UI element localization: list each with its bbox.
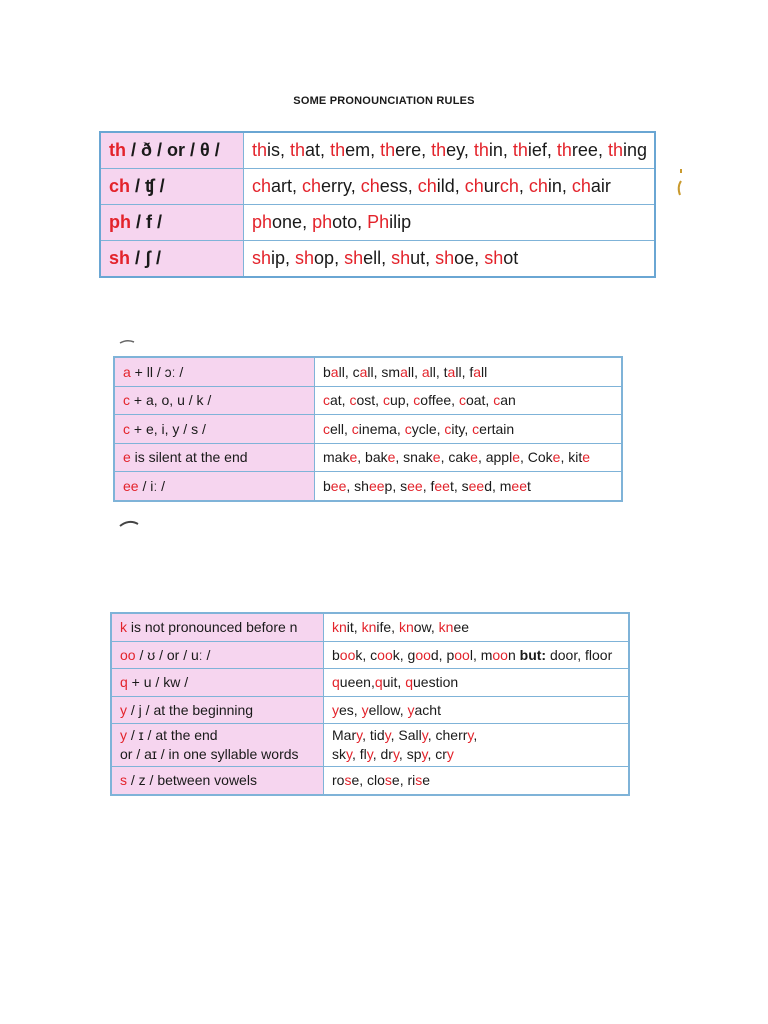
rule-highlight: k xyxy=(120,619,127,636)
example-text: ll, t xyxy=(429,363,448,380)
scan-artifact-left-mark xyxy=(117,518,141,528)
example-text: ertain xyxy=(479,420,515,437)
example-text: b xyxy=(323,477,331,494)
rule-text: / ʃ / xyxy=(130,248,162,268)
examples-cell xyxy=(324,724,630,767)
example-text: k, g xyxy=(392,646,416,663)
example-highlight: c xyxy=(382,392,390,409)
rule-text: + a, o, u / k / xyxy=(130,392,212,409)
example-highlight: c xyxy=(444,420,452,437)
example-text: e, clo xyxy=(351,772,385,789)
example-text: oto, xyxy=(332,212,368,232)
example-text: ey, xyxy=(446,140,474,160)
page-title: SOME PRONOUNCIATION RULES xyxy=(293,95,475,107)
example-text: ilip xyxy=(389,212,412,232)
example-highlight: e xyxy=(582,449,591,466)
table-row xyxy=(111,641,629,669)
example-text: , cak xyxy=(440,449,471,466)
example-text: ip, xyxy=(271,248,296,268)
rule-text: / ʧ / xyxy=(130,176,165,196)
rule-text: / f / xyxy=(131,212,162,232)
example-text: up, xyxy=(389,392,414,409)
example-text: ess, xyxy=(379,176,418,196)
examples-cell xyxy=(324,767,630,795)
examples-cell xyxy=(244,205,656,241)
example-highlight: y xyxy=(361,701,369,718)
example-highlight: ph xyxy=(252,212,273,232)
example-text: , xyxy=(518,176,529,196)
example-text: ur xyxy=(483,176,500,196)
example-text: ellow, xyxy=(368,701,408,718)
example-text: ife, xyxy=(376,619,399,636)
table-row xyxy=(111,767,629,795)
example-text: inema, xyxy=(358,420,405,437)
example-text: es, xyxy=(339,701,362,718)
rule-highlight: s xyxy=(120,772,127,789)
example-text: , sp xyxy=(398,746,422,762)
example-highlight: ee xyxy=(511,477,527,494)
rule-cell xyxy=(114,386,315,415)
example-text: ycle, xyxy=(411,420,445,437)
example-text: , kit xyxy=(560,449,583,466)
table-row xyxy=(111,724,629,767)
example-highlight: e xyxy=(512,449,520,466)
examples-cell xyxy=(315,415,623,444)
example-text: n xyxy=(507,646,520,663)
example-highlight: ee xyxy=(368,477,385,494)
examples-cell xyxy=(324,696,630,724)
example-text: , cr xyxy=(427,746,447,762)
examples-cell xyxy=(315,472,623,501)
example-text: , tid xyxy=(362,727,385,743)
example-text: d, m xyxy=(484,477,512,494)
example-highlight: ch xyxy=(499,176,519,196)
rule-text: + ll / ɔː / xyxy=(130,363,184,380)
example-highlight: a xyxy=(473,363,482,380)
example-highlight: q xyxy=(332,674,340,691)
table-row xyxy=(114,415,622,444)
example-highlight: y xyxy=(384,727,391,743)
example-text: ll xyxy=(481,363,488,380)
rule-cell xyxy=(114,357,315,386)
example-text: ro xyxy=(332,772,345,789)
rule-highlight: ch xyxy=(109,176,131,196)
example-text: offee, xyxy=(420,392,459,409)
scan-artifact-right-mark xyxy=(675,165,685,199)
example-text: ity, xyxy=(451,420,473,437)
example-highlight: y xyxy=(421,727,428,743)
example-highlight: e xyxy=(349,449,358,466)
example-highlight: y xyxy=(467,727,474,743)
silent-letter-rules-table xyxy=(110,612,630,796)
example-text: t, s xyxy=(449,477,469,494)
example-text: , Sall xyxy=(390,727,422,743)
examples-cell xyxy=(324,613,630,641)
example-highlight: sh xyxy=(484,248,504,268)
example-text: ell, xyxy=(330,420,352,437)
example-text: , bak xyxy=(357,449,388,466)
example-text: ost, xyxy=(356,392,383,409)
table-row xyxy=(100,132,655,169)
rule-highlight: ph xyxy=(109,212,131,232)
example-highlight: s xyxy=(415,772,423,789)
example-highlight: ch xyxy=(302,176,322,196)
example-highlight: th xyxy=(290,140,306,160)
example-text: , dr xyxy=(372,746,393,762)
example-highlight: ch xyxy=(528,176,548,196)
example-highlight: th xyxy=(556,140,572,160)
example-highlight: oo xyxy=(492,646,508,663)
example-text: e xyxy=(422,772,431,789)
example-text: uestion xyxy=(413,674,459,691)
examples-cell xyxy=(315,386,623,415)
rule-highlight: q xyxy=(120,674,128,691)
example-bold: but: xyxy=(519,646,547,663)
example-text: acht xyxy=(414,701,441,718)
example-highlight: th xyxy=(512,140,528,160)
example-highlight: Ph xyxy=(367,212,390,232)
table-row xyxy=(111,613,629,641)
example-text: ief, xyxy=(527,140,557,160)
example-text: one, xyxy=(272,212,313,232)
example-highlight: sh xyxy=(435,248,455,268)
rule-highlight: sh xyxy=(109,248,131,268)
rule-text: is not pronounced before n xyxy=(127,619,298,636)
example-text: , snak xyxy=(395,449,433,466)
example-line xyxy=(332,745,620,764)
rule-text: / ð / or / θ / xyxy=(126,140,220,160)
example-text: , cherr xyxy=(427,727,468,743)
example-text: ree, xyxy=(571,140,608,160)
example-text: ut, xyxy=(410,248,436,268)
example-text: door, floor xyxy=(546,646,613,663)
example-highlight: a xyxy=(330,363,339,380)
example-highlight: s xyxy=(384,772,392,789)
rule-line xyxy=(120,745,315,764)
example-text: ee xyxy=(453,619,470,636)
example-highlight: ee xyxy=(434,477,450,494)
rule-highlight: c xyxy=(123,420,130,437)
example-text: air xyxy=(590,176,611,196)
rule-text: + u / kw / xyxy=(127,674,189,691)
table-row xyxy=(100,241,655,278)
example-highlight: th xyxy=(607,140,623,160)
rule-cell xyxy=(100,241,244,278)
example-text: in, xyxy=(488,140,513,160)
rule-cell xyxy=(111,767,324,795)
example-text: op, xyxy=(314,248,345,268)
example-highlight: e xyxy=(387,449,396,466)
example-highlight: oo xyxy=(339,646,356,663)
example-text: erry, xyxy=(321,176,361,196)
rule-highlight: c xyxy=(123,392,130,409)
examples-cell xyxy=(324,641,630,669)
example-text: b xyxy=(323,363,331,380)
example-highlight: s xyxy=(344,772,352,789)
example-text: ot xyxy=(503,248,519,268)
example-highlight: ch xyxy=(571,176,591,196)
example-text: , sh xyxy=(346,477,369,494)
example-text: mak xyxy=(323,449,350,466)
rule-text: / ɪ / at the end xyxy=(127,727,218,743)
rule-text: + e, i, y / s / xyxy=(130,420,206,437)
rule-cell xyxy=(100,169,244,205)
example-text: ll, xyxy=(407,363,422,380)
example-text: ow, xyxy=(413,619,439,636)
rule-highlight: y xyxy=(120,727,127,743)
table-row xyxy=(100,205,655,241)
example-text: oat, xyxy=(465,392,494,409)
rule-cell xyxy=(111,669,324,697)
example-highlight: ee xyxy=(468,477,485,494)
example-highlight: sh xyxy=(252,248,272,268)
example-highlight: e xyxy=(552,449,561,466)
table-row xyxy=(114,472,622,501)
example-highlight: sh xyxy=(344,248,364,268)
example-text: ild, xyxy=(436,176,465,196)
rule-highlight: e xyxy=(123,449,131,466)
example-highlight: sh xyxy=(295,248,315,268)
example-highlight: y xyxy=(332,701,339,718)
example-highlight: kn xyxy=(398,619,414,636)
example-highlight: ee xyxy=(407,477,423,494)
example-text: oe, xyxy=(454,248,485,268)
example-highlight: kn xyxy=(361,619,377,636)
example-highlight: ch xyxy=(360,176,380,196)
table-row xyxy=(114,443,622,472)
rule-cell xyxy=(111,696,324,724)
example-highlight: ph xyxy=(312,212,333,232)
example-highlight: ch xyxy=(417,176,437,196)
rule-cell xyxy=(114,472,315,501)
examples-cell xyxy=(244,169,656,205)
example-highlight: a xyxy=(421,363,430,380)
rule-highlight: th xyxy=(109,140,126,160)
rule-cell xyxy=(114,415,315,444)
rule-line xyxy=(120,726,315,745)
example-text: it, xyxy=(346,619,362,636)
example-text: p, s xyxy=(384,477,408,494)
example-highlight: c xyxy=(413,392,421,409)
example-text: , fl xyxy=(351,746,367,762)
digraph-rules-table xyxy=(99,131,656,278)
rule-text: / iː / xyxy=(138,477,166,494)
example-highlight: a xyxy=(400,363,408,380)
example-text: em, xyxy=(345,140,381,160)
example-text: , f xyxy=(422,477,435,494)
example-highlight: y xyxy=(421,746,428,762)
examples-cell xyxy=(315,443,623,472)
example-highlight: e xyxy=(432,449,441,466)
examples-cell xyxy=(315,357,623,386)
example-text: ll, c xyxy=(338,363,360,380)
example-text: ere, xyxy=(395,140,432,160)
rule-highlight: y xyxy=(120,701,127,718)
example-text: ueen, xyxy=(339,674,375,691)
example-text: is, xyxy=(267,140,291,160)
example-highlight: c xyxy=(323,420,330,437)
example-highlight: a xyxy=(359,363,368,380)
example-highlight: ch xyxy=(252,176,272,196)
example-highlight: a xyxy=(447,363,456,380)
examples-cell xyxy=(244,132,656,169)
example-highlight: c xyxy=(323,392,330,409)
example-highlight: y xyxy=(346,746,352,762)
example-text: an xyxy=(500,392,516,409)
example-highlight: c xyxy=(472,420,480,437)
example-text: at, xyxy=(305,140,331,160)
rule-cell xyxy=(111,724,324,767)
example-text: d, p xyxy=(430,646,455,663)
example-highlight: c xyxy=(404,420,412,437)
example-text: art, xyxy=(271,176,303,196)
example-text: t xyxy=(527,477,531,494)
example-highlight: y xyxy=(366,746,373,762)
example-highlight: th xyxy=(473,140,489,160)
example-text: ll, f xyxy=(455,363,474,380)
rule-text: or / aɪ / in one syllable words xyxy=(120,746,299,762)
table-row xyxy=(100,169,655,205)
example-highlight: e xyxy=(470,449,478,466)
example-highlight: th xyxy=(431,140,447,160)
example-highlight: th xyxy=(380,140,396,160)
example-highlight: q xyxy=(374,674,383,691)
rule-text: / ʊ / or / uː / xyxy=(135,646,211,663)
rule-text: / j / at the beginning xyxy=(127,701,254,718)
example-text: , xyxy=(473,727,478,743)
example-text: uit, xyxy=(382,674,406,691)
example-highlight: y xyxy=(392,746,399,762)
example-highlight: c xyxy=(493,392,501,409)
table-row xyxy=(111,696,629,724)
example-highlight: y xyxy=(407,701,415,718)
example-highlight: q xyxy=(405,674,414,691)
example-highlight: th xyxy=(252,140,268,160)
example-text: in, xyxy=(547,176,572,196)
example-text: sk xyxy=(332,746,346,762)
example-text: Mar xyxy=(332,727,357,743)
example-text: ing xyxy=(622,140,647,160)
example-highlight: y xyxy=(446,746,454,762)
example-text: , appl xyxy=(477,449,513,466)
rule-highlight: a xyxy=(123,363,131,380)
example-highlight: kn xyxy=(332,619,347,636)
table-row xyxy=(114,386,622,415)
example-highlight: oo xyxy=(377,646,393,663)
rule-highlight: oo xyxy=(120,646,136,663)
example-highlight: c xyxy=(349,392,357,409)
example-text: ll, sm xyxy=(367,363,401,380)
example-highlight: c xyxy=(458,392,466,409)
example-highlight: oo xyxy=(454,646,470,663)
example-text: l, m xyxy=(469,646,493,663)
example-highlight: oo xyxy=(415,646,431,663)
examples-cell xyxy=(324,669,630,697)
example-text: b xyxy=(332,646,340,663)
rule-cell xyxy=(100,132,244,169)
example-text: ell, xyxy=(363,248,392,268)
example-highlight: ch xyxy=(464,176,484,196)
rule-text: / z / between vowels xyxy=(127,772,257,789)
example-highlight: ee xyxy=(330,477,347,494)
examples-cell xyxy=(244,241,656,278)
table-row xyxy=(114,357,622,386)
example-highlight: y xyxy=(356,727,363,743)
example-highlight: kn xyxy=(438,619,454,636)
example-line xyxy=(332,726,620,745)
example-text: , Cok xyxy=(519,449,553,466)
rule-cell xyxy=(111,641,324,669)
vowel-consonant-rules-table xyxy=(113,356,623,502)
example-text: at, xyxy=(330,392,350,409)
scan-artifact-left-mark xyxy=(117,338,137,346)
table-row xyxy=(111,669,629,697)
example-text: k, c xyxy=(355,646,378,663)
rule-cell xyxy=(100,205,244,241)
example-text: e, ri xyxy=(391,772,416,789)
example-highlight: sh xyxy=(391,248,411,268)
rule-cell xyxy=(111,613,324,641)
example-highlight: th xyxy=(330,140,346,160)
rule-text: is silent at the end xyxy=(130,449,248,466)
rule-highlight: ee xyxy=(123,477,139,494)
rule-cell xyxy=(114,443,315,472)
example-highlight: c xyxy=(351,420,359,437)
